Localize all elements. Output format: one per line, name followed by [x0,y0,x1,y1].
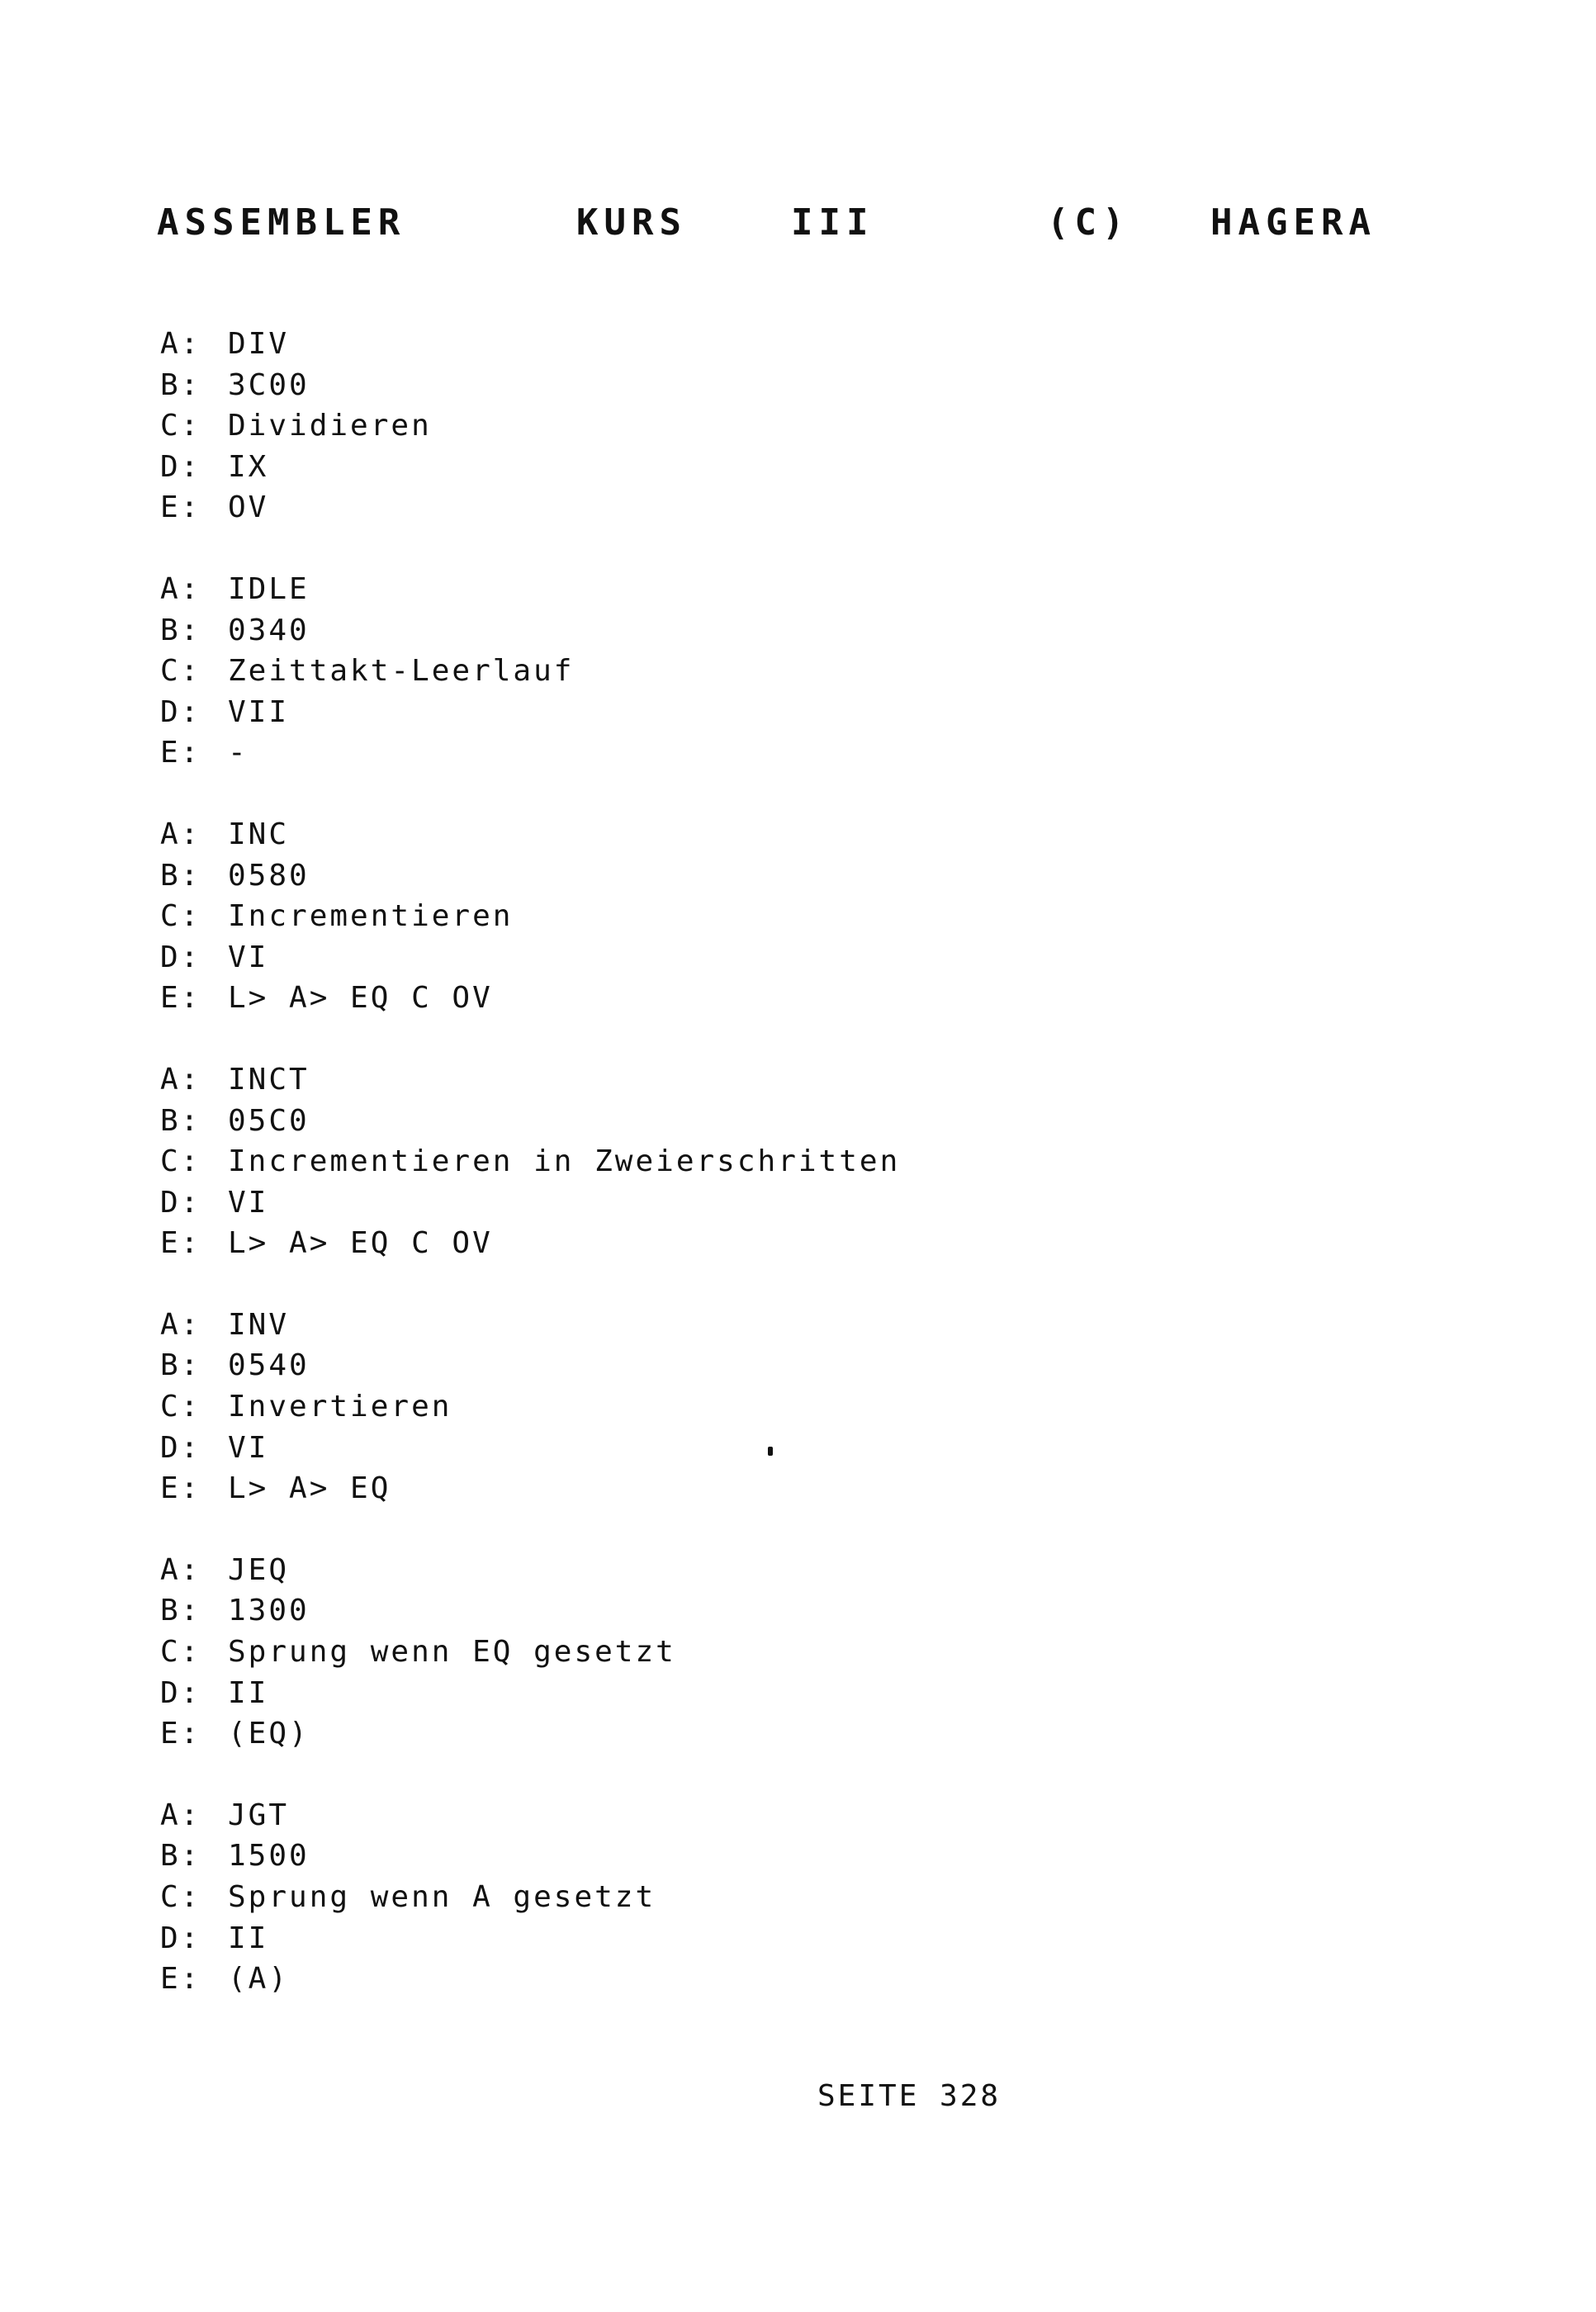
field-label: B: [160,1348,201,1383]
instruction-entry [160,1550,1399,1755]
entry-line-a [160,569,1399,610]
entry-line-a [160,1059,1399,1101]
opcode: 0580 [228,858,310,893]
entry-line-c [160,1877,1399,1918]
field-label: A: [160,1307,201,1342]
status-bits: OV [228,490,269,525]
entry-line-b [160,1345,1399,1386]
mnemonic: DIV [228,327,290,361]
entry-line-c [160,1632,1399,1673]
format: IX [228,449,269,484]
entry-line-a [160,814,1399,855]
field-label: C: [160,409,201,443]
format: II [228,1921,269,1955]
field-label: A: [160,571,201,606]
entry-line-e [160,1468,1399,1509]
entry-line-b [160,1590,1399,1632]
status-bits: (A) [228,1962,290,1997]
format: VII [228,694,290,729]
field-label: A: [160,1062,201,1097]
entry-line-d [160,937,1399,978]
entry-line-b [160,610,1399,651]
entry-line-b [160,855,1399,897]
entry-line-a [160,1795,1399,1836]
field-label: D: [160,1430,201,1465]
instruction-entry [160,1305,1399,1509]
description: Sprung wenn A gesetzt [228,1880,656,1914]
field-label: B: [160,858,201,893]
field-label: C: [160,1390,201,1424]
mnemonic: JEQ [228,1552,290,1587]
entry-line-e [160,978,1399,1019]
entry-line-d [160,692,1399,733]
description: Dividieren [228,409,432,443]
field-label: E: [160,1226,201,1261]
mnemonic: INV [228,1307,290,1342]
field-label: A: [160,1552,201,1587]
field-label: B: [160,1103,201,1138]
entry-line-c [160,1386,1399,1428]
instruction-list [160,324,1399,2040]
header-roman-numeral: III [791,201,874,244]
field-label: D: [160,449,201,484]
entry-line-d [160,1428,1399,1469]
entry-line-b [160,1836,1399,1877]
entry-line-e [160,1223,1399,1264]
entry-line-a [160,1305,1399,1346]
field-label: B: [160,613,201,647]
entry-line-c [160,651,1399,692]
field-label: B: [160,1839,201,1874]
field-label: D: [160,694,201,729]
entry-line-c [160,405,1399,447]
page-header [157,201,1461,251]
opcode: 05C0 [228,1103,310,1138]
ink-speck [768,1447,773,1456]
entry-line-d [160,447,1399,488]
mnemonic: JGT [228,1798,290,1832]
description: Incrementieren in Zweierschritten [228,1144,901,1179]
opcode: 0340 [228,613,310,647]
field-label: B: [160,1594,201,1628]
opcode: 0540 [228,1348,310,1383]
format: VI [228,940,269,974]
header-author: HAGERA [1210,201,1376,244]
entry-line-c [160,896,1399,937]
status-bits: - [228,736,249,770]
instruction-entry [160,814,1399,1019]
status-bits: L> A> EQ C OV [228,1226,493,1261]
header-course: KURS [576,201,687,244]
entry-line-e [160,732,1399,774]
entry-line-c [160,1141,1399,1182]
format: VI [228,1185,269,1220]
page-number: SEITE 328 [817,2079,1002,2113]
description: Incrementieren [228,899,514,934]
entry-line-d [160,1673,1399,1714]
description: Invertieren [228,1390,452,1424]
entry-line-a [160,1550,1399,1591]
entry-line-b [160,1101,1399,1142]
field-label: E: [160,981,201,1016]
instruction-entry [160,1059,1399,1264]
field-label: E: [160,1471,201,1506]
format: VI [228,1430,269,1465]
field-label: A: [160,817,201,851]
entry-line-d [160,1182,1399,1224]
field-label: A: [160,1798,201,1832]
field-label: C: [160,1635,201,1670]
field-label: D: [160,1675,201,1710]
field-label: C: [160,1144,201,1179]
mnemonic: IDLE [228,571,310,606]
field-label: E: [160,736,201,770]
field-label: C: [160,1880,201,1914]
status-bits: (EQ) [228,1717,310,1751]
field-label: E: [160,1962,201,1997]
mnemonic: INC [228,817,290,851]
field-label: C: [160,899,201,934]
instruction-entry [160,569,1399,774]
opcode: 1500 [228,1839,310,1874]
format: II [228,1675,269,1710]
entry-line-e [160,1713,1399,1755]
opcode: 3C00 [228,367,310,402]
header-copyright: (C) [1047,201,1130,244]
field-label: E: [160,1717,201,1751]
field-label: D: [160,1185,201,1220]
field-label: A: [160,327,201,361]
description: Sprung wenn EQ gesetzt [228,1635,676,1670]
field-label: E: [160,490,201,525]
entry-line-e [160,487,1399,528]
instruction-entry [160,324,1399,528]
field-label: C: [160,654,201,689]
description: Zeittakt-Leerlauf [228,654,575,689]
status-bits: L> A> EQ C OV [228,981,493,1016]
opcode: 1300 [228,1594,310,1628]
status-bits: L> A> EQ [228,1471,391,1506]
entry-line-b [160,365,1399,406]
header-title: ASSEMBLER [157,201,406,244]
field-label: D: [160,1921,201,1955]
field-label: B: [160,367,201,402]
field-label: D: [160,940,201,974]
instruction-entry [160,1795,1399,2000]
entry-line-a [160,324,1399,365]
entry-line-e [160,1959,1399,2000]
entry-line-d [160,1918,1399,1959]
mnemonic: INCT [228,1062,310,1097]
